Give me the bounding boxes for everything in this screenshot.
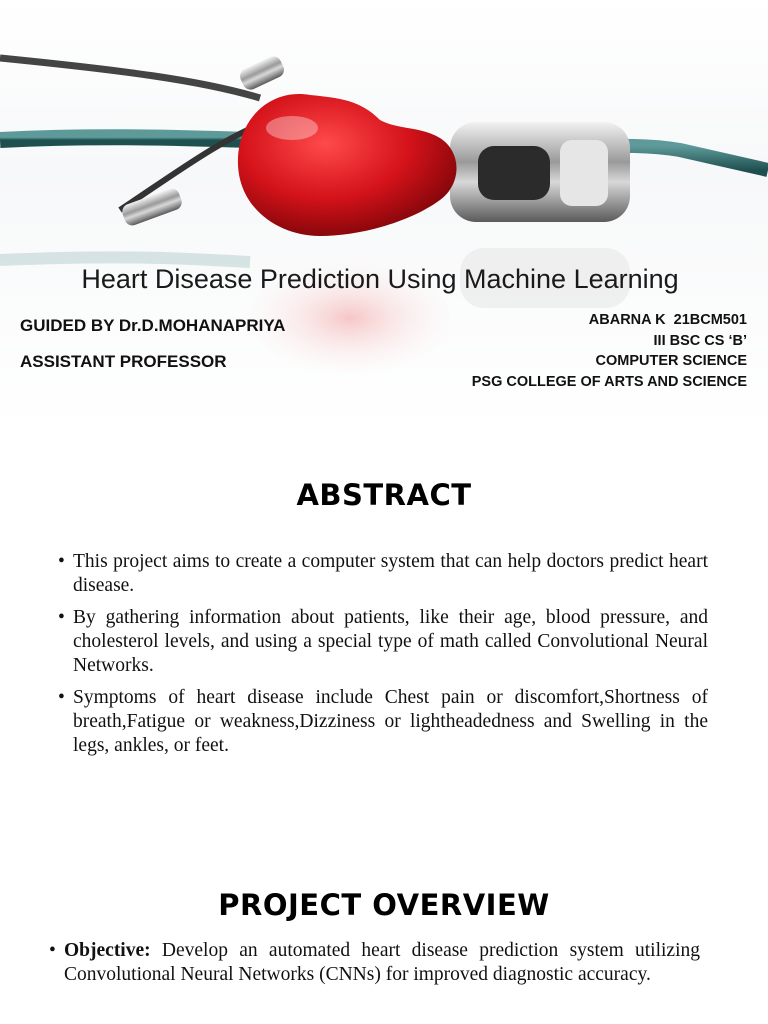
bullet-icon: • — [58, 551, 65, 572]
abstract-bullet-list — [58, 550, 708, 766]
bullet-icon: • — [58, 687, 65, 708]
objective-text: Develop an automated heart disease prediction system utilizing Convolutional Neural Networks (CNNs) for improved diagnostic accuracy. — [64, 940, 700, 985]
bullet-icon: • — [58, 607, 65, 628]
student-details — [472, 310, 747, 392]
list-item — [58, 606, 708, 678]
student-name-roll: ABARNA K 21BCM501 — [588, 312, 747, 328]
bullet-text: Symptoms of heart disease include Chest pain or discomfort,Shortness of breath,Fatigue or weakness,Dizziness or lightheadedness and Swelling in the legs, ankles, or feet. — [73, 687, 708, 756]
student-class: III BSC CS ‘B’ — [653, 332, 747, 349]
list-item — [58, 686, 708, 758]
bullet-text: This project aims to create a computer system that can help doctors predict heart disease. — [73, 551, 708, 596]
title-slide — [0, 0, 768, 432]
presentation-title: Heart Disease Prediction Using Machine Learning — [81, 264, 679, 294]
list-item — [58, 550, 708, 598]
guide-name: GUIDED BY Dr.D.MOHANAPRIYA — [20, 316, 286, 335]
bullet-icon: • — [49, 940, 56, 961]
student-college: PSG COLLEGE OF ARTS AND SCIENCE — [471, 373, 747, 390]
guide-designation: ASSISTANT PROFESSOR — [20, 352, 227, 371]
objective-label: Objective: — [64, 940, 151, 961]
overview-bullet-list — [49, 939, 700, 995]
student-department: COMPUTER SCIENCE — [595, 353, 747, 369]
project-overview-heading: PROJECT OVERVIEW — [218, 888, 550, 922]
bullet-text: By gathering information about patients, like their age, blood pressure, and cholesterol levels, and using a special type of math called Convolutional Neural Networks. — [73, 607, 708, 676]
abstract-heading: ABSTRACT — [296, 478, 472, 512]
list-item — [49, 939, 700, 987]
